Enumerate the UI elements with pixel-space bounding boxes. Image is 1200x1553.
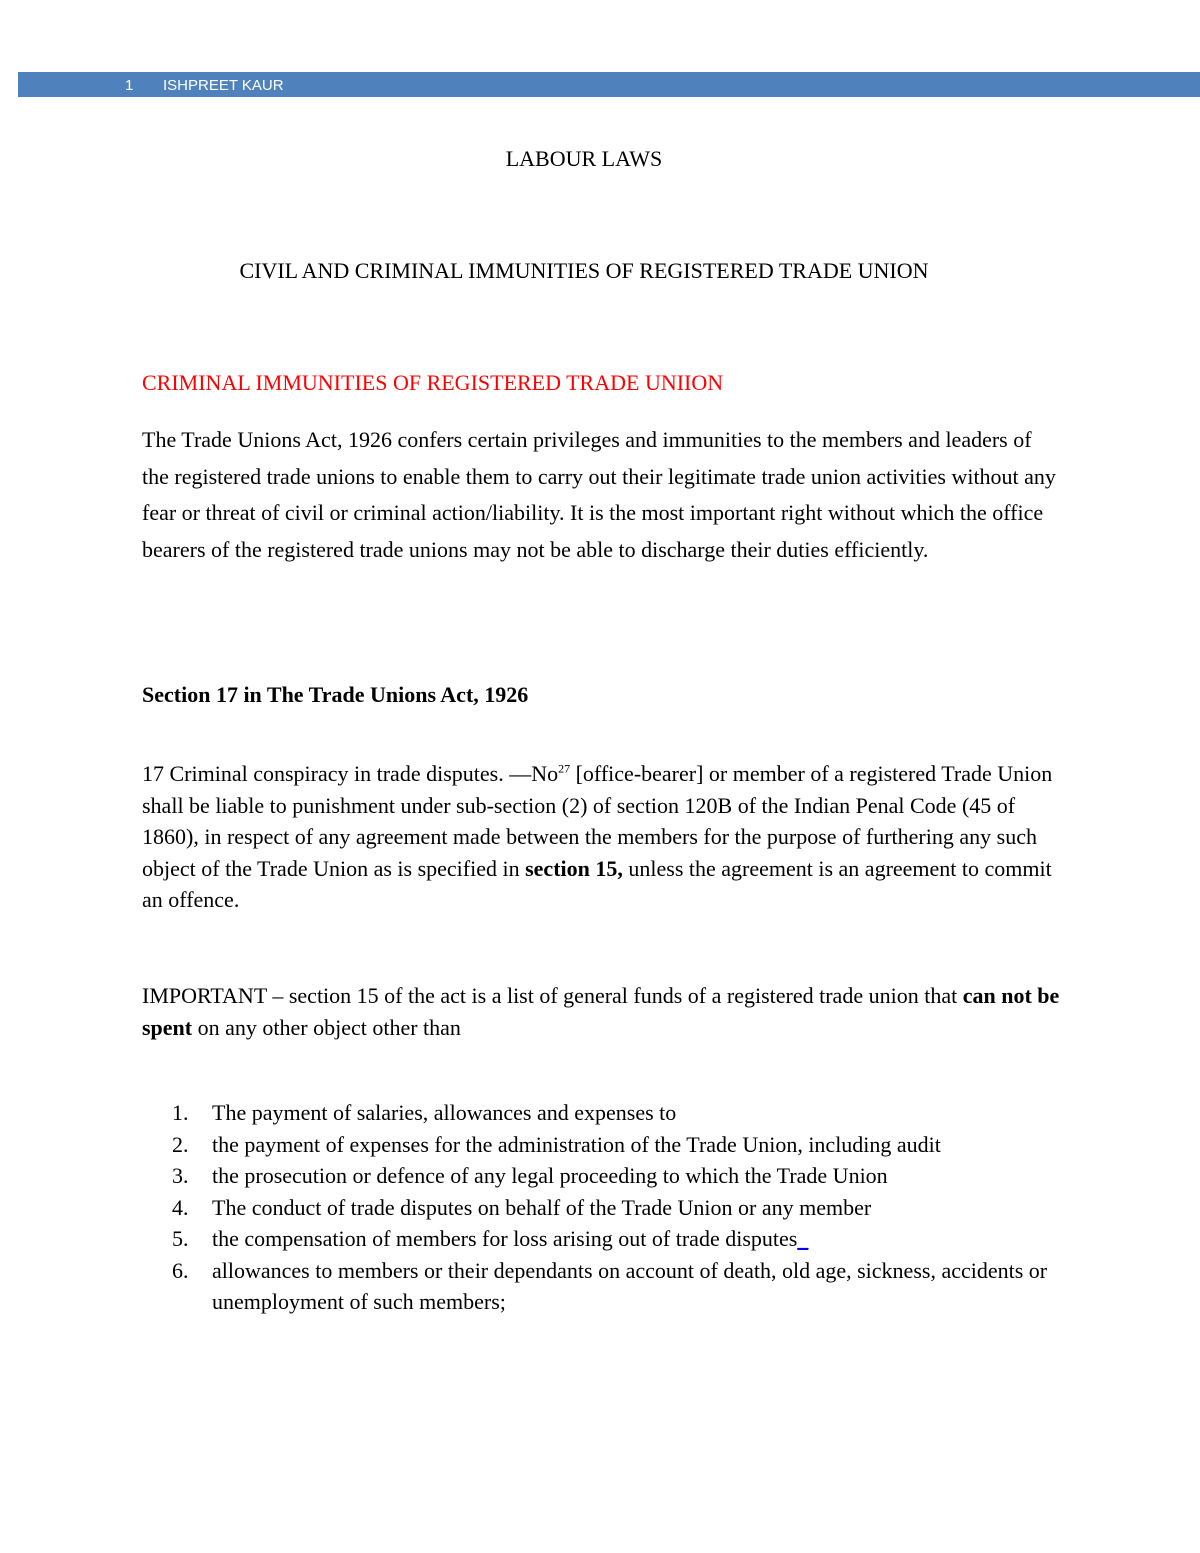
list-text: The conduct of trade disputes on behalf of the Trade Union or any member [212, 1194, 872, 1220]
footnote-ref: 27 [558, 761, 571, 776]
list-text: the payment of expenses for the administration of the Trade Union, including audit [212, 1131, 941, 1157]
section-15-ref: section 15, [525, 855, 623, 881]
list-item [142, 1255, 1062, 1318]
document-title: LABOUR LAWS [505, 146, 663, 171]
list-text: the prosecution or defence of any legal proceeding to which the Trade Union [212, 1163, 888, 1188]
intro-paragraph: The Trade Unions Act, 1926 confers certain privileges and immunities to the members and leaders of the registered trade unions to enable them to carry out their legitimate trade union activities without any fear or threat of civil or criminal action/liability. It is the most important right without which the office bearers of the registered trade unions may not be able to discharge their duties efficiently. [142, 427, 1056, 562]
list-text: The payment of salaries, allowances and expenses to [212, 1100, 677, 1125]
criminal-immunities-heading: CRIMINAL IMMUNITIES OF REGISTERED TRADE UNIION [142, 370, 724, 395]
section-17-heading: Section 17 in The Trade Unions Act, 1926 [142, 682, 529, 707]
list-item [142, 1129, 1062, 1161]
list-number: 2. [172, 1131, 189, 1157]
list-number: 3. [172, 1163, 189, 1188]
list-text: the compensation of members for loss arising out of trade disputes [212, 1226, 798, 1251]
section-17-tail: unless the agreement is an agreement to commit an offence. [142, 855, 1052, 912]
section-17-lead: 17 Criminal conspiracy in trade disputes. —No [142, 761, 559, 786]
important-lead: IMPORTANT – section 15 of the act is a list of general funds of a registered trade union that [142, 983, 963, 1008]
general-funds-list [142, 1097, 1062, 1318]
page-number: 1 [125, 77, 134, 94]
list-item [142, 1223, 1062, 1255]
list-item [142, 1160, 1062, 1192]
important-tail: on any other object other than [192, 1014, 461, 1040]
list-number: 5. [172, 1226, 189, 1251]
important-note [142, 980, 1062, 1043]
document-subtitle: CIVIL AND CRIMINAL IMMUNITIES OF REGISTERED TRADE UNION [239, 258, 929, 283]
hyperlink-underscore[interactable]: _ [797, 1226, 809, 1251]
section-17-body: [office-bearer] or member of a registered Trade Union shall be liable to punishment under sub-section (2) of section 120B of the Indian Penal Code (45 of 1860), in respect of any agreement made between the members for the purpose of furthering any such object of the Trade Union as is specified in [142, 761, 1053, 881]
header-author: ISHPREET KAUR [163, 77, 284, 94]
list-number: 1. [172, 1100, 189, 1125]
header-band [18, 72, 1200, 97]
list-item [142, 1097, 1062, 1129]
section-17-paragraph [142, 758, 1062, 916]
list-number: 6. [172, 1257, 189, 1283]
list-item [142, 1192, 1062, 1224]
list-text: allowances to members or their dependants on account of death, old age, sickness, accidents or unemployment of such members; [212, 1257, 1048, 1314]
important-bold: can not be spent [142, 983, 1060, 1040]
list-number: 4. [172, 1194, 189, 1220]
